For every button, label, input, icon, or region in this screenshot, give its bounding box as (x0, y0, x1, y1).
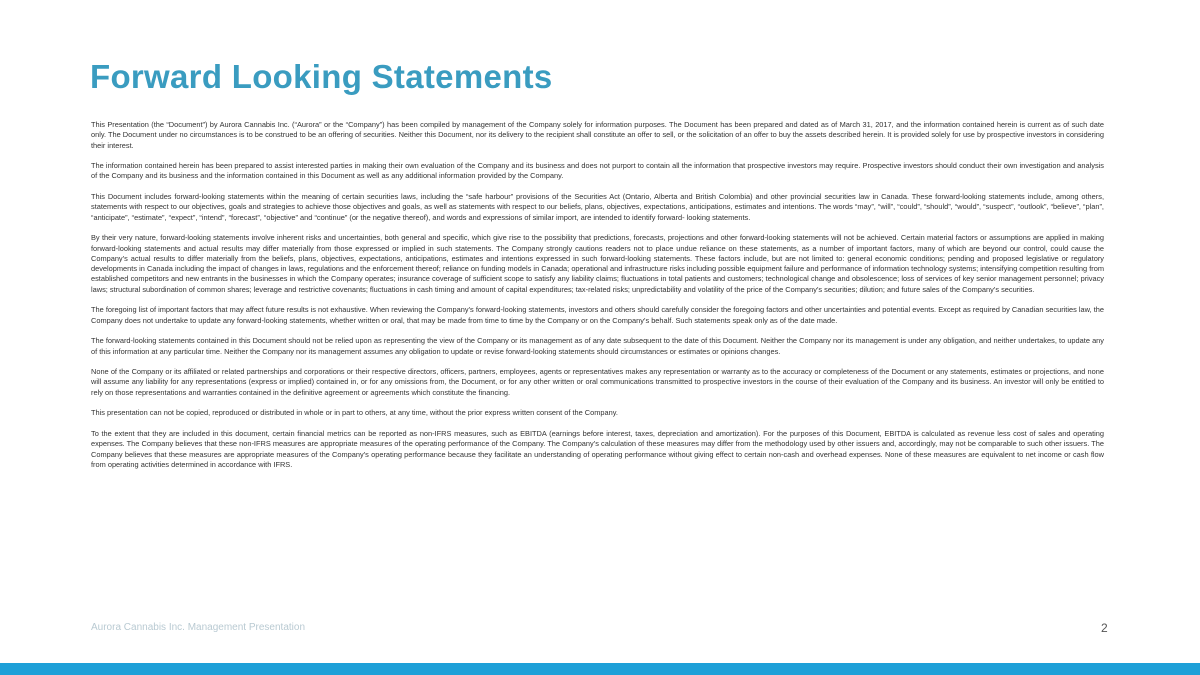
disclaimer-body (91, 120, 1104, 480)
bottom-accent-bar (0, 663, 1200, 675)
slide-title: Forward Looking Statements (90, 58, 553, 95)
paragraph-factors-not-exhaustive: The foregoing list of important factors that may affect future results is not exhaustive. When reviewing the Company’s forward-looking statements, investors and others should carefully consider the foregoing factors and other uncertainties and potential events. Except as required by Canadian securities law, the Company does not undertake to update any forward-looking statements, whether written or oral, that may be made from time to time by the Company or on the Company’s behalf. Such statements speak only as of the date made. (91, 305, 1104, 325)
paragraph-document-purpose: This Presentation (the “Document”) by Aurora Cannabis Inc. (“Aurora” or the “Company”) has been compiled by management of the Company solely for information purposes. The Document has been prepared and dated as of March 31, 2017, and the information contained herein is current as of such date only. The Document under no circumstances is to be construed to be an offering of securities. Neither this Document, nor its delivery to the recipient shall constitute an offer to sell, or the solicitation of an offer to buy the assets described herein. It is provided solely for use by prospective investors in considering their interest. (91, 120, 1104, 150)
paragraph-risks-uncertainties: By their very nature, forward-looking statements involve inherent risks and uncertainties, both general and specific, which give rise to the possibility that predictions, forecasts, projections and other forward-looking statements will not be achieved. Certain material factors or assumptions are applied in making forward-looking statements and actual results may differ materially from those expressed or implied in such statements. The Company strongly cautions readers not to place undue reliance on these statements, as a number of important factors, many of which are beyond our control, could cause the Company’s actual results to differ materially from the beliefs, plans, objectives, expectations, anticipations, estimates and intentions expressed in such forward-looking statements. These factors include, but are not limited to: general economic conditions; pending and proposed legislative or regulatory developments in Canada including the impact of changes in laws, regulations and the enforcement thereof; reliance on funding models in Canada; operational and infrastructure risks including possible equipment failure and performance of information technology systems; intensifying competition resulting from established competitors and new entrants in the businesses in which the Company operates; insurance coverage of sufficient scope to satisfy any liability claims; fluctuations in total patients and customers; technological change and obsolescence; loss of services of key senior management personnel; privacy laws; structural subordination of common shares; leverage and restrictive covenants; fluctuations in cash timing and amount of capital expenditures; tax-related risks; unpredictability and volatility of the price of the Company’s securities; dilution; and future sales of the Company’s securities. (91, 233, 1104, 294)
paragraph-information-evaluation: The information contained herein has been prepared to assist interested parties in making their own evaluation of the Company and its business and does not purport to contain all the information that prospective investors may require. Prospective investors should conduct their own investigation and analysis of the Company and its business and the information contained in this Document as well as any additional information provided by the Company. (91, 161, 1104, 181)
paragraph-no-copying: This presentation can not be copied, reproduced or distributed in whole or in part to others, at any time, without the prior express written consent of the Company. (91, 408, 618, 418)
paragraph-no-obligation-update: The forward-looking statements contained in this Document should not be relied upon as representing the view of the Company or its management as of any date subsequent to the date of this Document. Neither the Company nor its management is under any obligation, and neither undertakes, to update any of this information at any particular time. Neither the Company nor its management assumes any obligation to update or revise forward-looking statements should circumstances or estimates or opinions changes. (91, 336, 1104, 356)
footer-company-label: Aurora Cannabis Inc. Management Presentation (91, 622, 306, 633)
page-number: 2 (1101, 621, 1108, 635)
paragraph-non-ifrs-measures: To the extent that they are included in this document, certain financial metrics can be reported as non-IFRS measures, such as EBITDA (earnings before interest, taxes, depreciation and amortization). For the purposes of this Document, EBITDA is calculated as revenue less cost of sales and operating expenses. The Company believes that these non-IFRS measures are appropriate measures of the operating performance of the Company. The Company’s calculation of these measures may differ from the methodology used by other issuers and, accordingly, may not be comparable to such other issuers. The Company believes that these measures are appropriate measures of the Company’s operating performance because they facilitate an understanding of operating performance without giving effect to certain non-cash and overhead expenses. None of these measures are equivalent to net income or cash flow from operating activities determined in accordance with IFRS. (91, 428, 1104, 469)
paragraph-no-representation: None of the Company or its affiliated or related partnerships and corporations or their respective directors, officers, partners, employees, agents or representatives makes any representation or warranty as to the accuracy or completeness of the Document or any statements, estimates or projections, and none will assume any liability for any representations (express or implied) contained in, or for any omissions from, the Document, or for any other written or oral communications transmitted to prospective investors in the course of their evaluation of the Company and its business. An investor will only be entitled to rely on those representations and warranties contained in the definitive agreement or agreements which constitute the financing. (91, 367, 1104, 397)
paragraph-forward-looking-definition: This Document includes forward-looking statements within the meaning of certain securities laws, including the “safe harbour” provisions of the Securities Act (Ontario, Alberta and British Colombia) and other provincial securities law in Canada. These forward-looking statements include, among others, statements with respect to our objectives, goals and strategies to achieve those objectives and goals, as well as statements with respect to our beliefs, plans, objectives, expectations, anticipations, estimates and intentions. The words “may”, “will”, “could”, “should”, “would”, “suspect”, “outlook”, “believe”, “plan”, “anticipate”, “estimate”, “expect”, “intend”, “forecast”, “objective” and “continue” (or the negative thereof), and words and expressions of similar import, are intended to identify forward- looking statements. (91, 192, 1104, 222)
